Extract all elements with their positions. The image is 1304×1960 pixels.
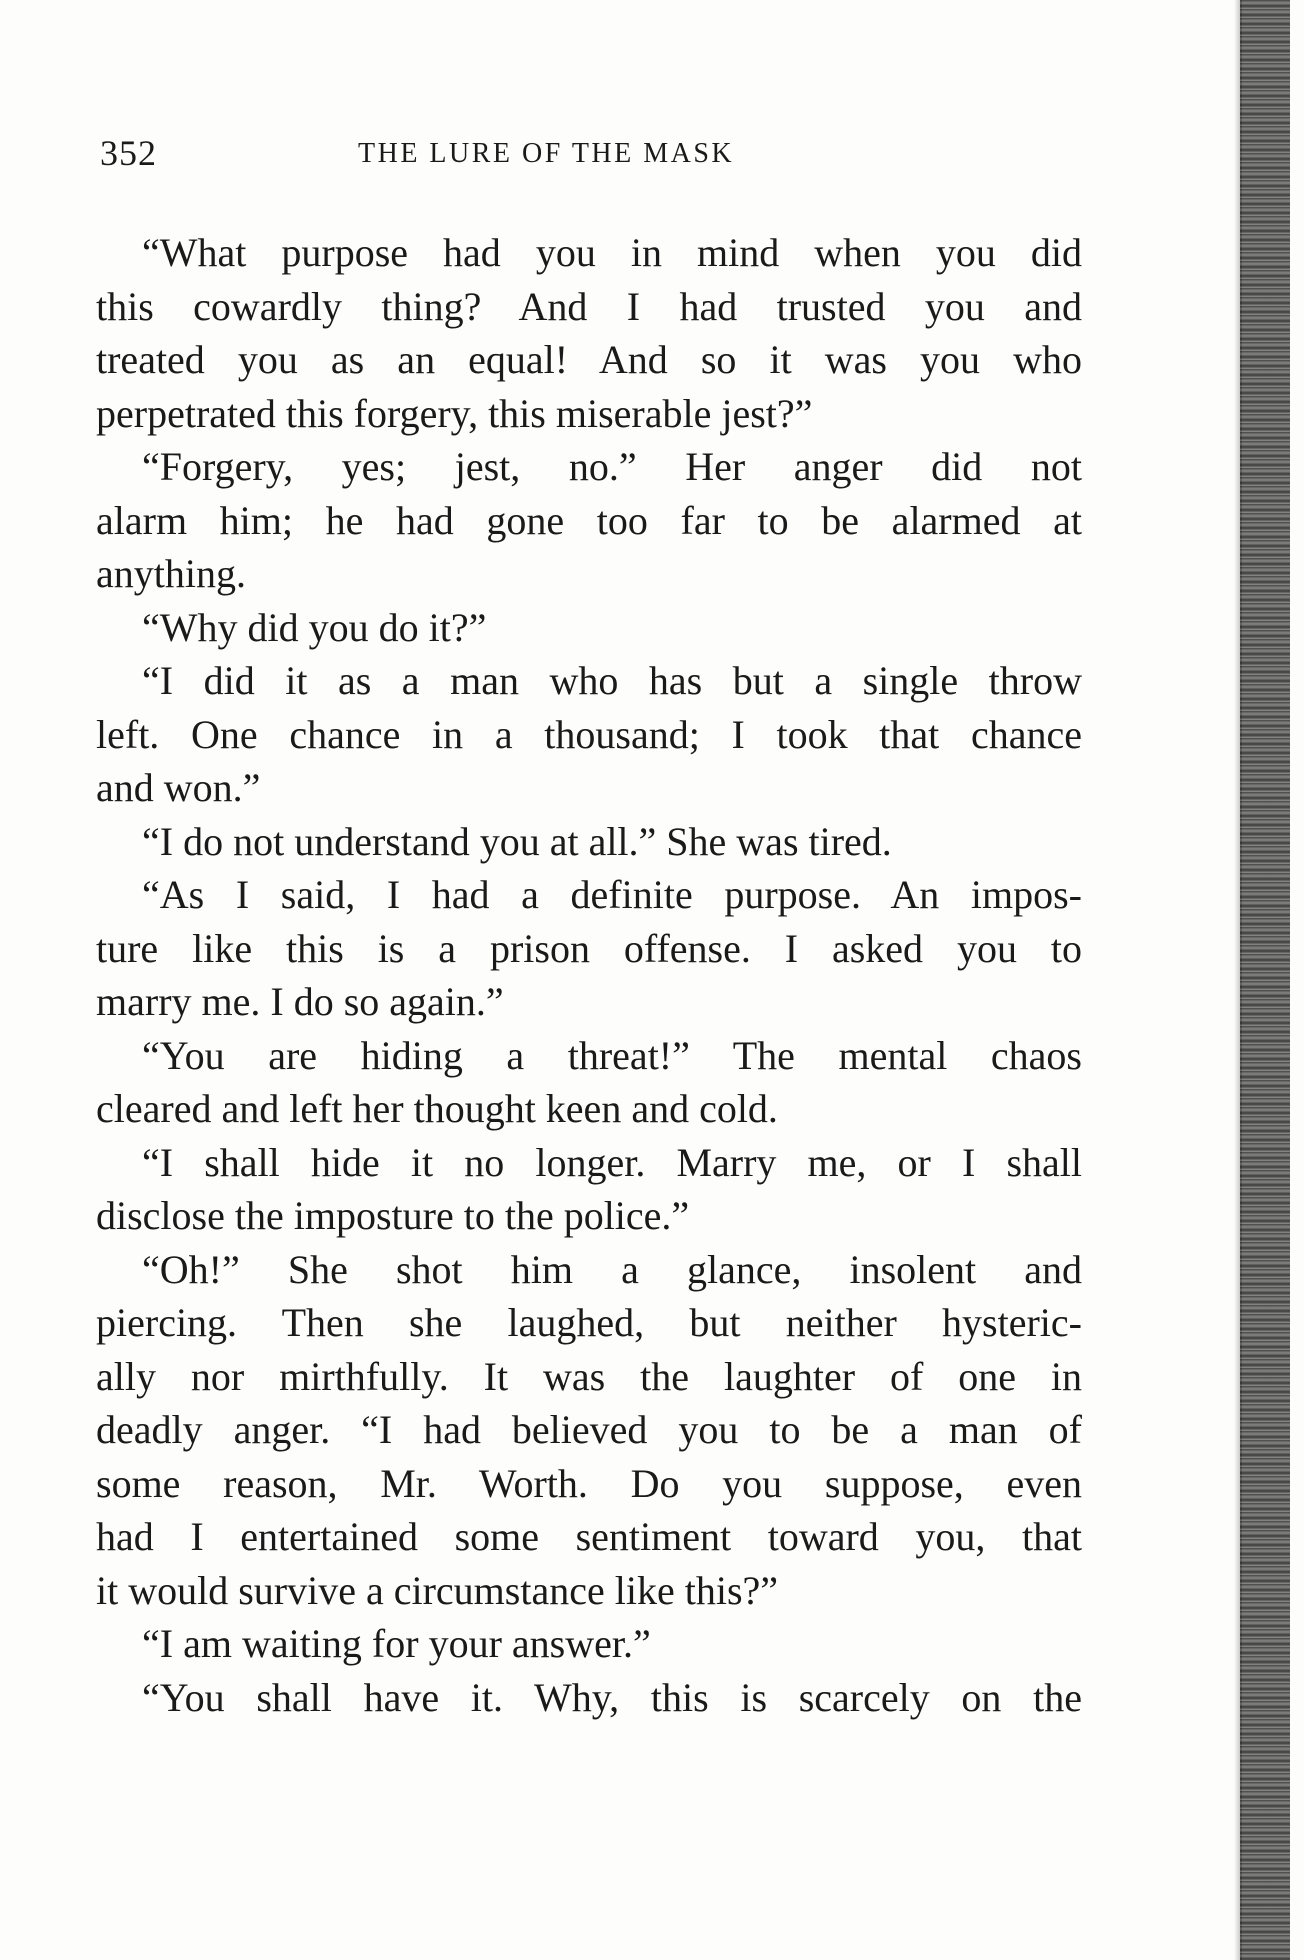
text-line: perpetrated this forgery, this miserable jest?” [96,390,813,436]
text-line: piercing. Then she laughed, but neither hysteric- [96,1300,1082,1345]
text-line: ture like this is a prison offense. I asked you to [96,925,1082,971]
text-line: “What purpose had you in mind when you did [142,230,1082,275]
text-line: ally nor mirthfully. It was the laughter of one in [96,1353,1082,1399]
text-line: alarm him; he had gone too far to be alarmed at [96,497,1082,543]
text-line: “I do not understand you at all.” She was tired. [142,818,892,864]
text-line: and won.” [96,765,261,810]
text-line: “Why did you do it?” [142,604,487,650]
text-line: “I am waiting for your answer.” [142,1621,651,1666]
text-line: some reason, Mr. Worth. Do you suppose, even [96,1460,1082,1506]
page-number: 352 [100,133,157,173]
text-line: “I shall hide it no longer. Marry me, or I shall [142,1139,1082,1185]
text-line: this cowardly thing? And I had trusted you and [96,283,1082,329]
text-line: “You shall have it. Why, this is scarcely on the [142,1674,1082,1720]
text-line: “As I said, I had a definite purpose. An impos- [142,872,1082,917]
text-line: disclose the imposture to the police.” [96,1193,690,1238]
text-line: left. One chance in a thousand; I took that chance [96,711,1082,757]
binding-edge [1240,0,1290,1960]
text-line: “Oh!” She shot him a glance, insolent and [142,1246,1082,1292]
text-line: deadly anger. “I had believed you to be a man of [96,1407,1082,1452]
text-line: “I did it as a man who has but a single throw [142,658,1082,703]
text-line: cleared and left her thought keen and cold. [96,1086,778,1131]
page-header [100,132,860,182]
text-line: treated you as an equal! And so it was you who [96,337,1082,382]
text-line: had I entertained some sentiment toward you, that [96,1514,1082,1559]
text-line: “Forgery, yes; jest, no.” Her anger did not [142,444,1082,489]
text-line: it would survive a circumstance like this?” [96,1567,779,1613]
text-line: “You are hiding a threat!” The mental chaos [142,1032,1082,1078]
body-text [96,226,1096,1724]
running-head: THE LURE OF THE MASK [358,138,735,169]
text-line: anything. [96,551,246,596]
text-line: marry me. I do so again.” [96,979,504,1024]
